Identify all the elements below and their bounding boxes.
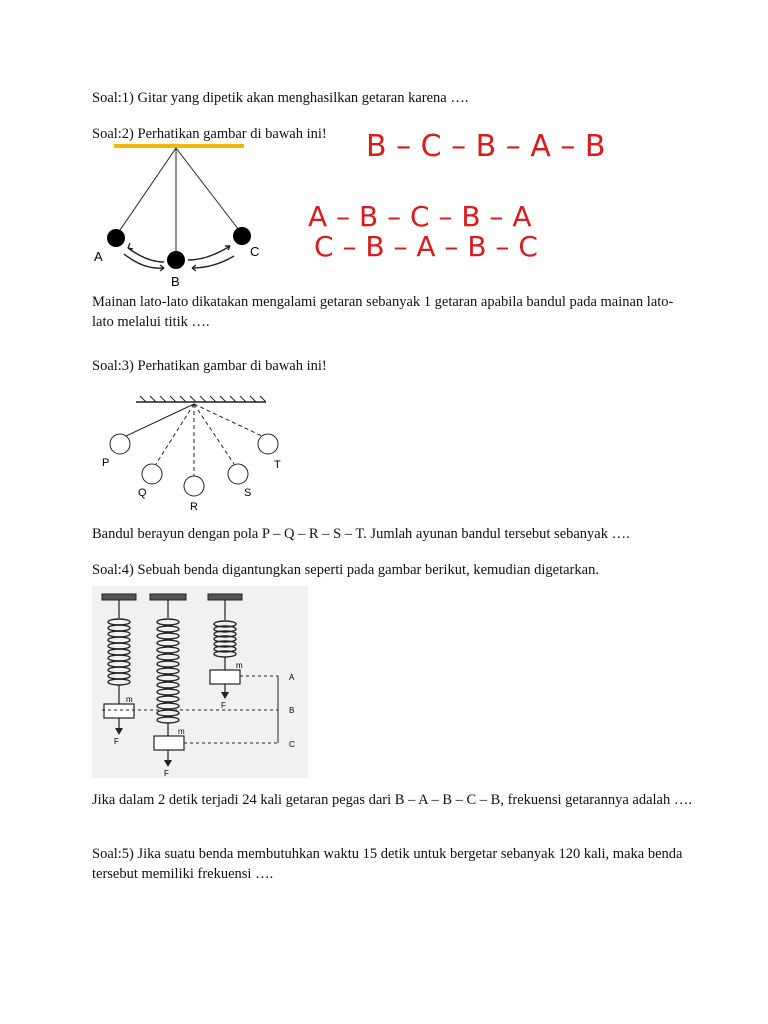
bob-s (228, 464, 248, 484)
bob-t (258, 434, 278, 454)
label-f-3: F (221, 701, 226, 710)
bob-c (233, 227, 251, 245)
mass-2 (154, 736, 184, 750)
label-s: S (244, 487, 252, 499)
label-m-1: m (126, 695, 133, 704)
question-4-heading: Soal:4) Sebuah benda digantungkan seperti pada gambar berikut, kemudian digetarkan. (92, 562, 599, 578)
label-a: A (94, 249, 103, 264)
spring-mass-figure (92, 586, 308, 778)
mass-1 (104, 704, 134, 718)
handwritten-line-2: A – B – C – B – A (308, 200, 532, 233)
bob-p (110, 434, 130, 454)
label-f-1: F (114, 737, 119, 746)
question-2-heading: Soal:2) Perhatikan gambar di bawah ini! (92, 126, 327, 142)
pendulum-pqrst-figure (98, 392, 298, 516)
lato-lato-pendulum-figure (92, 140, 272, 290)
bob-a (107, 229, 125, 247)
bob-r (184, 476, 204, 496)
bob-q (142, 464, 162, 484)
label-b: B (289, 706, 295, 715)
label-m-2: m (178, 727, 185, 736)
handwritten-line-3: C – B – A – B – C (314, 230, 538, 263)
label-m-3: m (236, 661, 243, 670)
label-t: T (274, 459, 281, 471)
question-4-body: Jika dalam 2 detik terjadi 24 kali getaran pegas dari B – A – B – C – B, frekuensi getarannya adalah …. (92, 792, 692, 808)
label-c: C (289, 740, 295, 749)
bob-b (167, 251, 185, 269)
label-p: P (102, 457, 110, 469)
question-2-body: Mainan lato-lato dikatakan mengalami getaran sebanyak 1 getaran apabila bandul pada mainan lato-lato melalui titik …. (92, 294, 674, 330)
handwritten-line-1: B – C – B – A – B (366, 129, 606, 164)
label-r: R (190, 501, 198, 513)
question-1-text: Soal:1) Gitar yang dipetik akan menghasilkan getaran karena …. (92, 90, 469, 106)
question-3-heading: Soal:3) Perhatikan gambar di bawah ini! (92, 358, 327, 374)
label-f-2: F (164, 769, 169, 778)
question-3-body: Bandul berayun dengan pola P – Q – R – S – T. Jumlah ayunan bandul tersebut sebanyak …. (92, 526, 630, 542)
label-b: B (171, 274, 180, 289)
handwritten-answers (300, 118, 640, 268)
label-q: Q (138, 487, 147, 499)
mass-3 (210, 670, 240, 684)
label-a: A (289, 673, 295, 682)
question-5-text: Soal:5) Jika suatu benda membutuhkan waktu 15 detik untuk bergetar sebanyak 120 kali, maka benda tersebut memiliki frekuensi …. (92, 846, 683, 882)
hanger-bar (114, 144, 244, 148)
label-c: C (250, 244, 260, 259)
